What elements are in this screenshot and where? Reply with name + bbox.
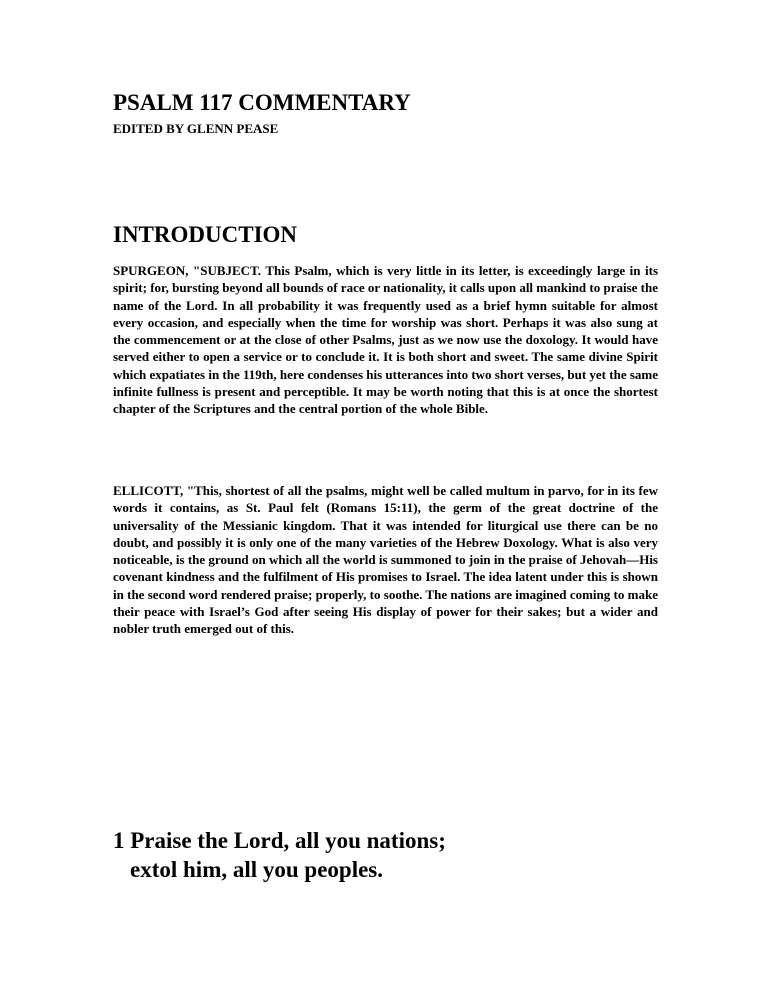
verse-heading bbox=[113, 826, 446, 884]
document-subtitle: EDITED BY GLENN PEASE bbox=[113, 121, 279, 136]
document-title: PSALM 117 COMMENTARY bbox=[113, 90, 411, 115]
paragraph-ellicott: ELLICOTT, "This, shortest of all the psalms, might well be called multum in parvo, for in its few words it contains, as St. Paul felt (Romans 15:11), the germ of the great doctrine of the universality of the Messianic kingdom. That it was intended for liturgical use there can be no doubt, and possibly it is only one of the many varieties of the Hebrew Doxology. What is also very noticeable, is the ground on which all the world is summoned to join in the praise of Jehovah—His covenant kindness and the fulfilment of His promises to Israel. The idea latent under this is shown in the second word rendered praise; properly, to soothe. The nations are imagined coming to make their peace with Israel’s God after seeing His display of power for their sakes; but a wider and nobler truth emerged out of this. bbox=[113, 483, 658, 637]
verse-line-2: extol him, all you peoples. bbox=[130, 857, 384, 882]
section-heading-introduction: INTRODUCTION bbox=[113, 222, 298, 247]
verse-line-1: 1 Praise the Lord, all you nations; bbox=[113, 828, 446, 853]
paragraph-spurgeon: SPURGEON, "SUBJECT. This Psalm, which is very little in its letter, is exceedingly large in its spirit; for, bursting beyond all bounds of race or nationality, it calls upon all mankind to praise the name of the Lord. In all probability it was frequently used as a brief hymn suitable for almost every occasion, and especially when the time for worship was short. Perhaps it was also sung at the commencement or at the close of other Psalms, just as we now use the doxology. It would have served either to open a service or to conclude it. It is both short and sweet. The same divine Spirit which expatiates in the 119th, here condenses his utterances into two short verses, but yet the same infinite fullness is present and perceptible. It may be worth noting that this is at once the shortest chapter of the Scriptures and the central portion of the whole Bible. bbox=[113, 263, 659, 417]
